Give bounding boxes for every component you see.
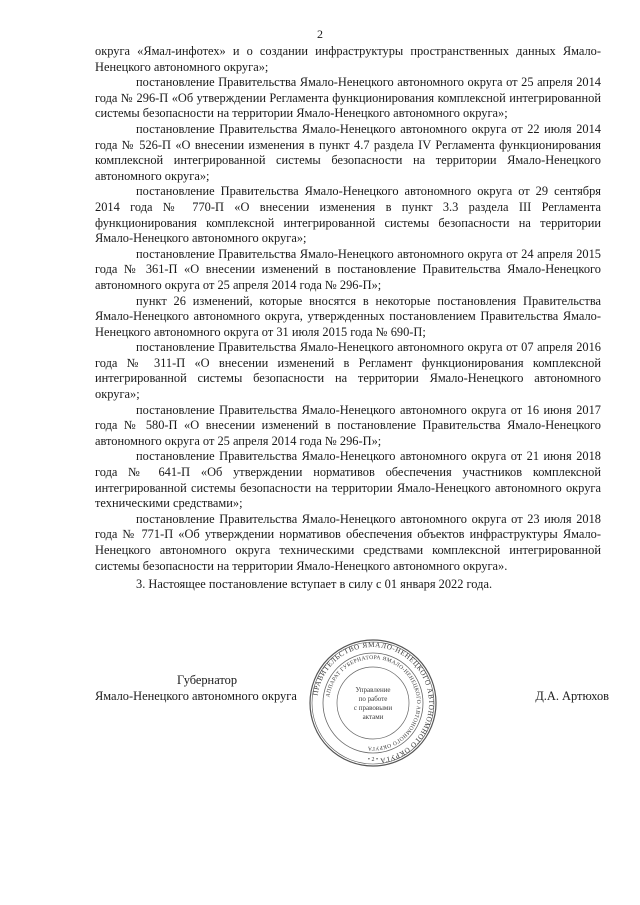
effective-date-clause: 3. Настоящее постановление вступает в силу с 01 января 2022 года.	[136, 577, 493, 592]
official-seal-stamp	[307, 637, 439, 769]
page-number: 2	[317, 27, 323, 41]
seal-center-line: с правовыми	[353, 704, 393, 712]
seal-bottom-mark: • 2 •	[367, 757, 379, 763]
signatory-name: Д.А. Артюхов	[535, 689, 609, 703]
seal-center-line: актами	[362, 713, 384, 721]
document-body	[95, 44, 601, 593]
list-item: постановление Правительства Ямало-Ненецкого автономного округа от 07 апреля 2016 года № 311-П «О внесении изменений в Регламент функционирования комплексной интегрированной системы безопасности на территории Ямало-Ненецкого автономного округа»;	[95, 340, 601, 402]
list-item: постановление Правительства Ямало-Ненецкого автономного округа от 22 июля 2014 года № 526-П «О внесении изменения в пункт 4.7 раздела IV Регламента функционирования комплексной интегрированной системы безопасности на территории Ямало-Ненецкого автономного округа»;	[95, 121, 601, 183]
seal-center-line: по работе	[358, 695, 388, 703]
signatory-position: Губернатор	[177, 673, 238, 687]
list-item: постановление Правительства Ямало-Ненецкого автономного округа от 16 июня 2017 года № 580-П «О внесении изменений в постановление Правительства Ямало-Ненецкого автономного округа от 25 апреля 2014 года № 296-П»;	[95, 402, 601, 448]
paragraph-continuation: округа «Ямал-инфотех» и о создании инфраструктуры пространственных данных Ямало-Ненецкого автономного округа»;	[95, 44, 601, 74]
list-item: постановление Правительства Ямало-Ненецкого автономного округа от 25 апреля 2014 года № 296-П «Об утверждении Регламента функционирования комплексной интегрированной системы безопасности на территории Ямало-Ненецкого автономного округа»;	[95, 75, 601, 121]
seal-inner-text: АППАРАТ ГУБЕРНАТОРА ЯМАЛО-НЕНЕЦКОГО АВТОНОМНОГО ОКРУГА	[325, 654, 422, 752]
signatory-organization: Ямало-Ненецкого автономного округа	[95, 689, 297, 703]
list-item: постановление Правительства Ямало-Ненецкого автономного округа от 29 сентября 2014 года № 770-П «О внесении изменения в пункт 3.3 раздела III Регламента функционирования комплексной интегрированной системы безопасности на территории Ямало-Ненецкого автономного округа»;	[95, 184, 601, 246]
list-item: постановление Правительства Ямало-Ненецкого автономного округа от 24 апреля 2015 года № 361-П «О внесении изменений в постановление Правительства Ямало-Ненецкого автономного округа от 25 апреля 2014 года № 296-П»;	[95, 246, 601, 292]
seal-center-line: Управление	[355, 686, 391, 694]
list-item: постановление Правительства Ямало-Ненецкого автономного округа от 21 июня 2018 года № 641-П «Об утверждении нормативов обеспечения участников комплексной интегрированной системы безопасности на территории Ямало-Ненецкого автономного округа техническими средствами»;	[95, 449, 601, 511]
seal-outer-text: ПРАВИТЕЛЬСТВО ЯМАЛО-НЕНЕЦКОГО АВТОНОМНОГО ОКРУГА	[311, 640, 436, 765]
list-item: пункт 26 изменений, которые вносятся в некоторые постановления Правительства Ямало-Ненецкого автономного округа, утвержденных постановлением Правительства Ямало-Ненецкого автономного округа от 31 июля 2015 года № 690-П;	[95, 293, 601, 339]
list-item: постановление Правительства Ямало-Ненецкого автономного округа от 23 июля 2018 года № 771-П «Об утверждении нормативов обеспечения объектов инфраструктуры Ямало-Ненецкого автономного округа техническими средствами комплексной интегрированной системы безопасности на территории Ямало-Ненецкого автономного округа».	[95, 511, 601, 573]
